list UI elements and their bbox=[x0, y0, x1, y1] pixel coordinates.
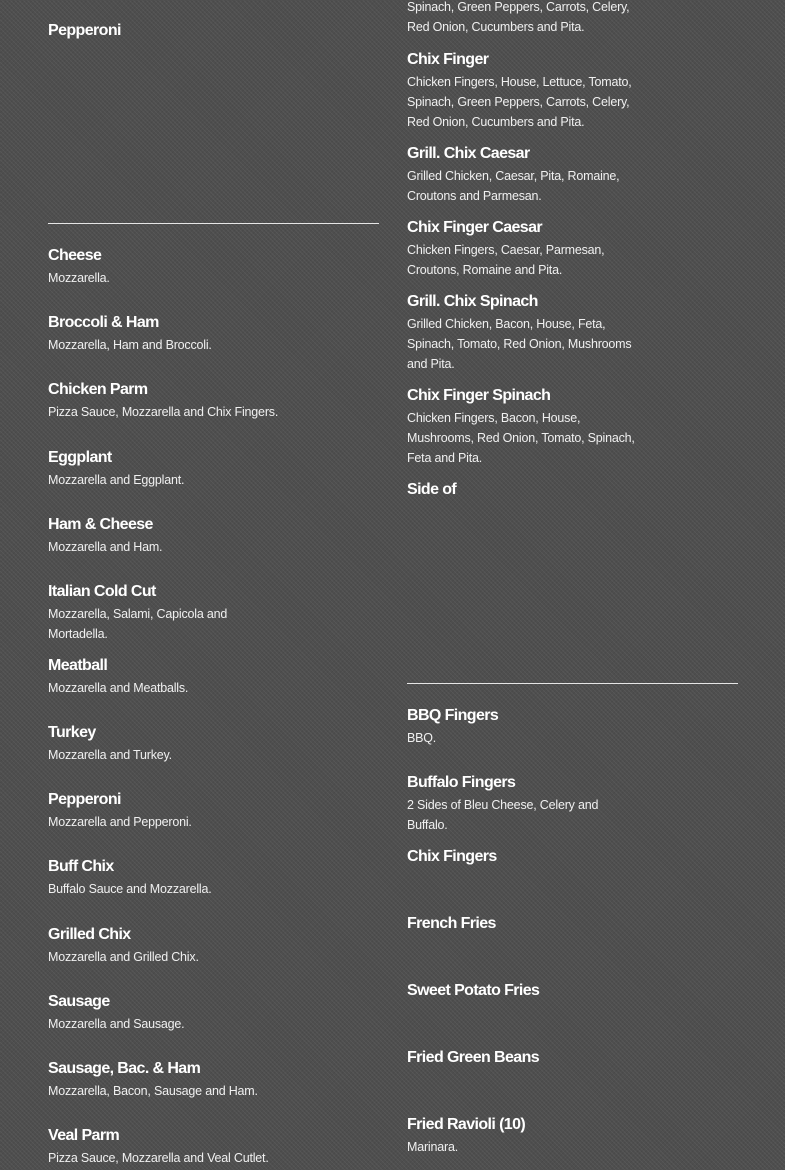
item-description: Mozzarella and Sausage. bbox=[48, 1017, 185, 1031]
item-description: Grilled Chicken, Bacon, House, Feta, Spinach, Tomato, Red Onion, Mushrooms and Pita. bbox=[407, 317, 632, 371]
item-name: Chix Finger bbox=[407, 51, 489, 68]
menu-item bbox=[48, 790, 192, 832]
menu-item bbox=[48, 515, 162, 557]
menu-item bbox=[407, 847, 497, 867]
menu-item bbox=[407, 914, 496, 934]
menu-item bbox=[48, 857, 212, 899]
item-description: Buffalo Sauce and Mozzarella. bbox=[48, 882, 212, 896]
menu-item bbox=[48, 992, 184, 1034]
item-name: Pepperoni bbox=[48, 22, 121, 39]
item-description: Mozzarella and Turkey. bbox=[48, 748, 172, 762]
item-name: Fried Ravioli (10) bbox=[407, 1116, 526, 1133]
item-name: Pepperoni bbox=[48, 791, 121, 808]
item-name: Cheese bbox=[48, 247, 102, 264]
menu-item bbox=[48, 246, 110, 288]
section-divider bbox=[48, 223, 379, 224]
item-name: Grilled Chix bbox=[48, 926, 131, 943]
menu-item bbox=[407, 1048, 539, 1068]
menu-item bbox=[48, 656, 188, 698]
item-description: Pizza Sauce, Mozzarella and Veal Cutlet. bbox=[48, 1151, 269, 1165]
menu-item bbox=[48, 1059, 258, 1101]
menu-item bbox=[407, 292, 631, 374]
menu-item bbox=[407, 480, 456, 500]
menu-item bbox=[407, 386, 635, 468]
item-description: Grilled Chicken, Caesar, Pita, Romaine, Croutons and Parmesan. bbox=[407, 169, 620, 203]
item-description: Mozzarella, Salami, Capicola and Mortadella. bbox=[48, 607, 228, 641]
menu-item bbox=[407, 981, 539, 1001]
menu-item bbox=[48, 313, 212, 355]
menu-item bbox=[48, 448, 184, 490]
item-name: Turkey bbox=[48, 724, 96, 741]
item-description: 2 Sides of Bleu Cheese, Celery and Buffalo. bbox=[407, 798, 599, 832]
menu-item bbox=[407, 1115, 525, 1157]
menu-item bbox=[48, 380, 278, 422]
item-description: Chicken Fingers, House, Lettuce, Tomato, Spinach, Green Peppers, Carrots, Celery, Red Onion, Cucumbers and Pita. bbox=[407, 75, 632, 129]
item-name: Sausage bbox=[48, 993, 110, 1010]
item-description: Mozzarella, Bacon, Sausage and Ham. bbox=[48, 1084, 258, 1098]
menu-item bbox=[48, 21, 121, 41]
item-description: Mozzarella, Ham and Broccoli. bbox=[48, 338, 212, 352]
item-name: Ham & Cheese bbox=[48, 516, 153, 533]
item-name: Sausage, Bac. & Ham bbox=[48, 1060, 201, 1077]
menu-item bbox=[48, 723, 172, 765]
item-name: Italian Cold Cut bbox=[48, 583, 156, 600]
item-description: Mozzarella and Pepperoni. bbox=[48, 815, 192, 829]
menu-item bbox=[407, 0, 629, 37]
menu-item bbox=[407, 706, 498, 748]
item-name: Chix Finger Caesar bbox=[407, 219, 543, 236]
item-description: Chicken Fingers, Bacon, House, Mushrooms, Red Onion, Tomato, Spinach, Feta and Pita. bbox=[407, 411, 635, 465]
item-name: Chix Fingers bbox=[407, 848, 497, 865]
item-description: Mozzarella and Eggplant. bbox=[48, 473, 185, 487]
item-description: Pizza Sauce, Mozzarella and Chix Fingers. bbox=[48, 405, 279, 419]
menu-item bbox=[407, 144, 619, 206]
item-name: Buffalo Fingers bbox=[407, 774, 516, 791]
item-description: Mozzarella. bbox=[48, 271, 110, 285]
item-description: Mozzarella and Meatballs. bbox=[48, 681, 189, 695]
item-name: Chix Finger Spinach bbox=[407, 387, 551, 404]
item-description: Mozzarella and Grilled Chix. bbox=[48, 950, 199, 964]
item-name: Veal Parm bbox=[48, 1127, 120, 1144]
item-description: Marinara. bbox=[407, 1140, 458, 1154]
item-name: French Fries bbox=[407, 915, 496, 932]
item-name: BBQ Fingers bbox=[407, 707, 499, 724]
item-name: Side of bbox=[407, 481, 457, 498]
item-name: Meatball bbox=[48, 657, 108, 674]
item-name: Grill. Chix Spinach bbox=[407, 293, 538, 310]
item-description: Mozzarella and Ham. bbox=[48, 540, 163, 554]
section-divider bbox=[407, 683, 738, 684]
item-name: Grill. Chix Caesar bbox=[407, 145, 530, 162]
menu-item bbox=[407, 50, 632, 132]
item-description: Spinach, Green Peppers, Carrots, Celery, Red Onion, Cucumbers and Pita. bbox=[407, 0, 630, 34]
menu-item bbox=[48, 1126, 269, 1168]
item-name: Eggplant bbox=[48, 449, 112, 466]
item-name: Broccoli & Ham bbox=[48, 314, 159, 331]
menu-item bbox=[407, 773, 598, 835]
item-name: Sweet Potato Fries bbox=[407, 982, 540, 999]
item-name: Fried Green Beans bbox=[407, 1049, 540, 1066]
item-name: Chicken Parm bbox=[48, 381, 148, 398]
item-name: Buff Chix bbox=[48, 858, 114, 875]
menu-item bbox=[48, 582, 227, 644]
menu-item bbox=[48, 925, 199, 967]
menu-item bbox=[407, 218, 604, 280]
item-description: BBQ. bbox=[407, 731, 437, 745]
item-description: Chicken Fingers, Caesar, Parmesan, Croutons, Romaine and Pita. bbox=[407, 243, 605, 277]
